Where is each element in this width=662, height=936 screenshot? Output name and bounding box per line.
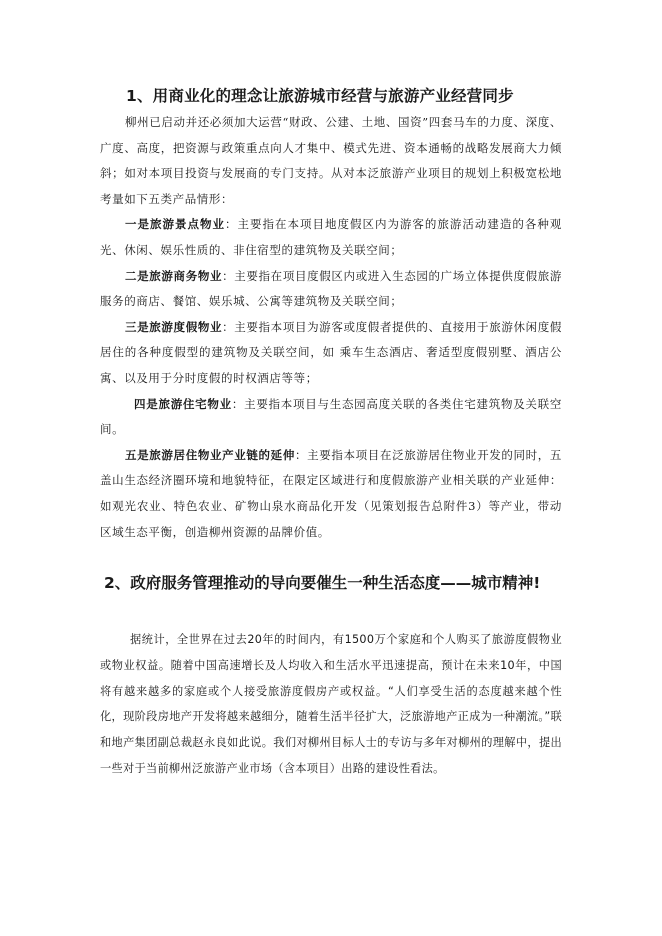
item-chain-extension — [100, 443, 562, 545]
item-label: 二是旅游商务物业 — [125, 268, 223, 283]
item-label: 四是旅游住宅物业 — [134, 396, 232, 411]
item-text: ：主要指本项目为游客或度假者提供的、直接用于旅游休闲度假居住的各种度假型的建筑物及关联空间，如 乘车生态酒店、奢适型度假别墅、酒店公寓、以及用于分时度假的时权酒店等等； — [100, 319, 562, 385]
item-residential — [100, 392, 562, 443]
item-text: ：主要指本项目与生态园高度关联的各类住宅建筑物及关联空间。 — [100, 396, 562, 437]
item-label: 一是旅游景点物业 — [125, 217, 225, 232]
item-text: ：主要指在项目度假区内或进入生态园的广场立体提供度假旅游服务的商店、餐馆、娱乐城、公寓等建筑物及关联空间； — [100, 268, 562, 309]
item-label: 五是旅游居住物业产业链的延伸 — [125, 447, 295, 462]
section-2-paragraph: 据统计，全世界在过去20年的时间内，有1500万个家庭和个人购买了旅游度假物业或物业权益。随着中国高速增长及人均收入和生活水平迅速提高，预计在未来10年，中国将有越来越多的家庭或个人接受旅游度假房产或权益。“人们享受生活的态度越来越个性化，现阶段房地产开发将越来越细分，随着生活半径扩大，泛旅游地产正成为一种潮流。”联和地产集团副总裁赵永良如此说。我们对柳州目标人士的专访与多年对柳州的理解中，提出一些对于当前柳州泛旅游产业市场（含本项目）出路的建设性看法。 — [100, 633, 562, 775]
section-2-heading: 2、政府服务管理推动的导向要催生一种生活态度——城市精神! — [104, 574, 541, 592]
section-1-body — [100, 110, 562, 545]
item-text: ：主要指本项目在泛旅游居住物业开发的同时，五盖山生态经济圈环境和地貌特征，在限定区域进行和度假旅游产业相关联的产业延伸：如观光农业、特色农业、矿物山泉水商品化开发（见策划报告总附件3）等产业，带动区域生态平衡，创造柳州资源的品牌价值。 — [100, 447, 563, 539]
item-scenic — [100, 212, 562, 263]
item-commercial — [100, 264, 562, 315]
section-2-body — [100, 627, 562, 782]
section-1-intro: 柳州已启动并还必须加大运营“财政、公建、土地、国资”四套马车的力度、深度、广度、高度，把资源与政策重点向人才集中、模式先进、资本通畅的战略发展商大力倾斜；如对本项目投资与发展商的专门支持。从对本泛旅游产业项目的规划上积极宽松地考量如下五类产品情形： — [100, 115, 562, 206]
section-1-heading: 1、用商业化的理念让旅游城市经营与旅游产业经营同步 — [126, 87, 514, 105]
item-text: ：主要指在本项目地度假区内为游客的旅游活动建造的各种观光、休闲、娱乐性质的、非住宿型的建筑物及关联空间； — [100, 217, 562, 257]
item-label: 三是旅游度假物业 — [125, 319, 223, 334]
item-resort — [100, 315, 562, 392]
